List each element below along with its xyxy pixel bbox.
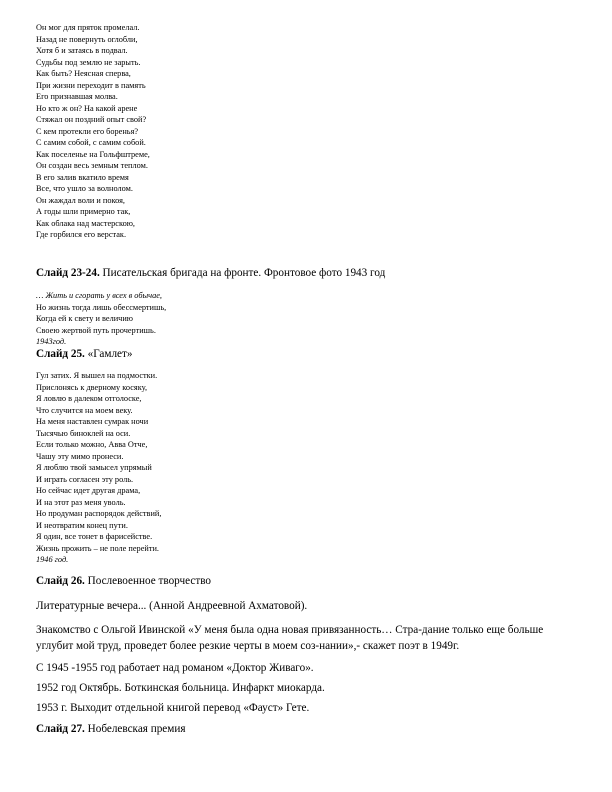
poem-line: С самим собой, с самим собой. [36, 138, 146, 147]
poem-line: Я один, все тонет в фарисействе. [36, 532, 153, 541]
poem-line: Чашу эту мимо пронеси. [36, 451, 124, 461]
poem-line: Но жизнь тогда лишь обессмертишь, [36, 302, 167, 312]
poem-line: Жизнь прожить – не поле перейти. [36, 543, 159, 553]
poem-fragment [36, 22, 596, 241]
slide-title: Писательская бригада на фронте. Фронтовое фото 1943 год [99, 267, 386, 279]
poem-line: Он мог для пряток промелал. [36, 23, 140, 32]
poem-hamlet [36, 370, 596, 566]
poem-line: Прислонясь к дверному косяку, [36, 382, 148, 392]
poem-line: Но продуман распорядок действий, [36, 509, 162, 518]
slide-title: Послевоенное творчество [84, 575, 212, 587]
poem-line: Судьбы под землю не зарыть. [36, 57, 141, 67]
poem-line: Своею жертвой путь прочертишь. [36, 325, 156, 335]
slide-title: Нобелевская премия [84, 723, 186, 735]
poem-line: И играть согласен эту роль. [36, 474, 134, 484]
poem-line: Его признавшая молва. [36, 92, 118, 101]
poem-line: А годы шли примерно так, [36, 207, 131, 216]
poem-line: Он создан весь земным теплом. [36, 161, 148, 170]
poem-line: Как облака над мастерскою, [36, 218, 136, 228]
poem-line: Тысячью биноклей на оси. [36, 428, 131, 438]
poem-line: При жизни переходит в память [36, 80, 146, 90]
paragraph: 1952 год Октябрь. Боткинская больница. Инфаркт миокарда. [36, 682, 325, 694]
poem-line: Я ловлю в далеком отголоске, [36, 394, 142, 403]
poem-line: Как быть? Неясная сперва, [36, 69, 131, 78]
poem-line: Хотя б и затаясь в подвал. [36, 46, 128, 55]
slide-heading-25 [36, 347, 596, 361]
poem-line: Гул затих. Я вышел на подмостки. [36, 371, 158, 380]
poem-line: На меня наставлен сумрак ночи [36, 417, 149, 426]
poem-line: Что случится на моем веку. [36, 405, 133, 415]
paragraph: Знакомство с Ольгой Ивинской «У меня была одна новая привязанность… Стра-дание только еще больше углубит мой труд, проведет более резкие черты в моем соз-нании»,- скажет поэт в 1949г. [36, 624, 544, 652]
paragraph: Литературные вечера... (Анной Андреевной Ахматовой). [36, 600, 308, 612]
slide-label: Слайд 25. [36, 348, 85, 360]
slide-label: Слайд 26. [36, 575, 85, 587]
poem-line: Где горбился его верстак. [36, 230, 127, 239]
paragraph: 1953 г. Выходит отдельной книгой перевод «Фауст» Гете. [36, 702, 310, 714]
poem-line: Стяжал он поздний опыт свой? [36, 115, 147, 124]
slide-title: «Гамлет» [84, 348, 133, 360]
poem-line: В его залив вкатило время [36, 172, 129, 182]
poem-line: Все, что ушло за волнолом. [36, 184, 133, 193]
poem-line: С кем протекли его боренья? [36, 126, 139, 136]
poem-line: Он жаждал воли и покоя, [36, 195, 125, 205]
poem-line: И неотвратим конец пути. [36, 520, 128, 530]
poem-line: Назад не повернуть оглобли, [36, 34, 138, 44]
poem-line: … Жить и сгорать у всех в обычае, [36, 291, 162, 300]
slide-heading-26 [36, 574, 596, 588]
poem-date: 1946 год. [36, 555, 69, 564]
poem-line: Но сейчас идет другая драма, [36, 486, 141, 495]
slide-label: Слайд 27. [36, 723, 85, 735]
poem-line: И на этот раз меня уволь. [36, 497, 126, 507]
slide-heading-27 [36, 722, 596, 736]
poem-line: Но кто ж он? На какой арене [36, 103, 138, 113]
poem-date: 1943год. [36, 337, 67, 346]
poem-line: Если только можно, Авва Отче, [36, 440, 148, 449]
poem-line: Когда ей к свету и величию [36, 314, 133, 323]
poem-line: Я люблю твой замысел упрямый [36, 463, 152, 472]
slide-heading-23-24 [36, 266, 596, 280]
poem-fragment [36, 290, 596, 348]
slide-label: Слайд 23-24. [36, 267, 100, 279]
paragraph: С 1945 -1955 год работает над романом «Доктор Живаго». [36, 662, 314, 674]
poem-line: Как поселенье на Гольфштреме, [36, 149, 150, 159]
